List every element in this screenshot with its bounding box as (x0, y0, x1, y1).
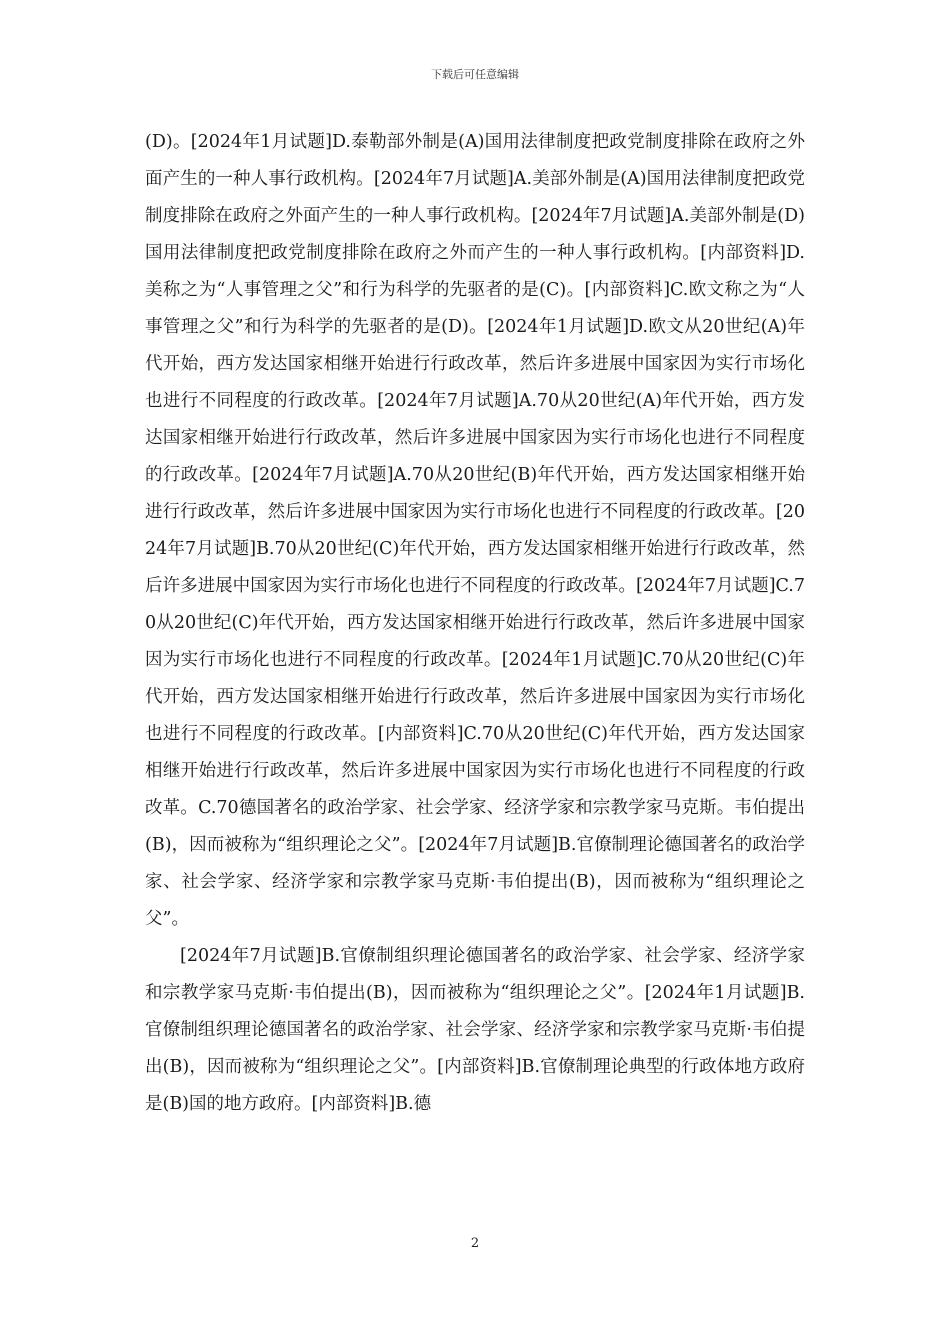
paragraph-1: (D)。[2024年1月试题]D.泰勒部外制是(A)国用法律制度把政党制度排除在政府之外面产生的一种人事行政机构。[2024年7月试题]A.美部外制是(A)国用法律制度把政党制度排除在政府之外面产生的一种人事行政机构。[2024年7月试题]A.美部外制是(D)国用法律制度把政党制度排除在政府之外而产生的一种人事行政机构。[内部资料]D.美称之为“人事管理之父”和行为科学的先驱者的是(C)。[内部资料]C.欧文称之为“人事管理之父”和行为科学的先驱者的是(D)。[2024年1月试题]D.欧文从20世纪(A)年代开始，西方发达国家相继开始进行行政改革，然后许多进展中国家因为实行市场化也进行不同程度的行政改革。[2024年7月试题]A.70从20世纪(A)年代开始，西方发达国家相继开始进行行政改革，然后许多进展中国家因为实行市场化也进行不同程度的行政改革。[2024年7月试题]A.70从20世纪(B)年代开始，西方发达国家相继开始进行行政改革，然后许多进展中国家因为实行市场化也进行不同程度的行政改革。[2024年7月试题]B.70从20世纪(C)年代开始，西方发达国家相继开始进行行政改革，然后许多进展中国家因为实行市场化也进行不同程度的行政改革。[2024年7月试题]C.70从20世纪(C)年代开始，西方发达国家相继开始进行行政改革，然后许多进展中国家因为实行市场化也进行不同程度的行政改革。[2024年1月试题]C.70从20世纪(C)年代开始，西方发达国家相继开始进行行政改革，然后许多进展中国家因为实行市场化也进行不同程度的行政改革。[内部资料]C.70从20世纪(C)年代开始，西方发达国家相继开始进行行政改革，然后许多进展中国家因为实行市场化也进行不同程度的行政改革。C.70德国著名的政治学家、社会学家、经济学家和宗教学家马克斯。韦伯提出(B)，因而被称为“组织理论之父”。[2024年7月试题]B.官僚制理论德国著名的政治学家、社会学家、经济学家和宗教学家马克斯·韦伯提出(B)，因而被称为“组织理论之父”。 (145, 132, 805, 929)
page-header: 下载后可任意编辑 (431, 68, 519, 81)
document-body (145, 124, 805, 1123)
paragraph-2: [2024年7月试题]B.官僚制组织理论德国著名的政治学家、社会学家、经济学家和宗教学家马克斯·韦伯提出(B)，因而被称为“组织理论之父”。[2024年1月试题]B.官僚制组织理论德国著名的政治学家、社会学家、经济学家和宗教学家马克斯·韦伯提出(B)，因而被称为“组织理论之父”。[内部资料]B.官僚制理论典型的行政体地方政府是(B)国的地方政府。[内部资料]B.德 (145, 946, 805, 1114)
page-number: 2 (470, 1236, 480, 1251)
